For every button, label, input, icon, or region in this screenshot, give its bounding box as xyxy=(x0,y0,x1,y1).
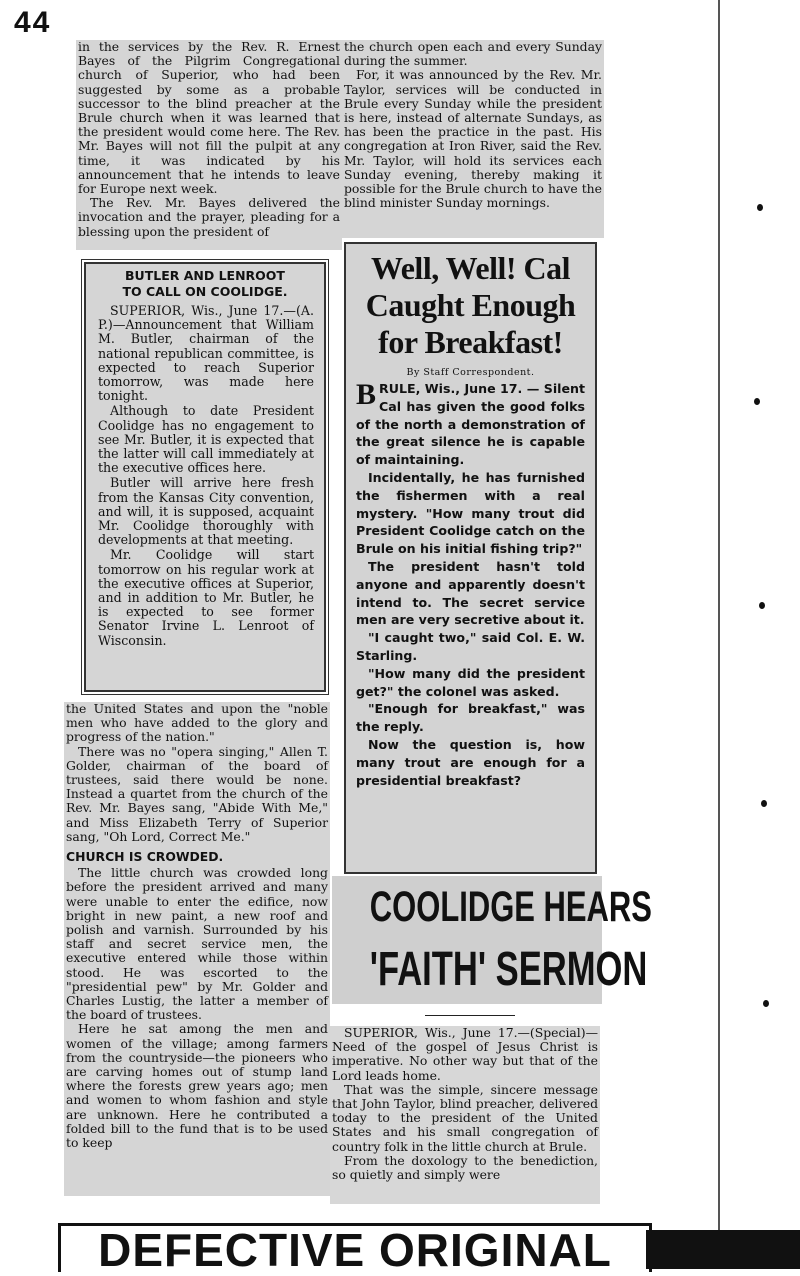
headline-rule xyxy=(425,1015,515,1016)
black-bar xyxy=(646,1230,800,1269)
cal-paragraph: The president hasn't told anyone and apparently doesn't intend to. The secret service men are very secretive about it. xyxy=(356,558,585,628)
faith-sermon-clipping xyxy=(330,1026,600,1204)
margin-dot xyxy=(759,602,765,609)
article-paragraph: That was the simple, sincere message that John Taylor, blind preacher, delivered today to the president of the United States and his small congregation of country folk in the little church at Brule. xyxy=(332,1081,598,1154)
cal-paragraph: "I caught two," said Col. E. W. Starling. xyxy=(356,630,585,663)
cal-headline: for Breakfast! xyxy=(378,324,563,360)
article-paragraph: The little church was crowded long before the president arrived and many were unable to enter the edifice, now bright in new paint, a new roof and polish and varnish. Surrounded by his staff and secret service men, the executive entered while those within stood. He was escorted to the "presidential pew" by Mr. Golder and Charles Lustig, the latter a member of the board of trustees. xyxy=(66,865,328,1023)
box-paragraph: Although to date President Coolidge has no engagement to see Mr. Butler, it is expected that the latter will call immediately at the executive offices here. xyxy=(98,403,314,476)
margin-dot xyxy=(763,1000,769,1007)
page-edge-rule xyxy=(718,0,720,1269)
margin-dot xyxy=(754,398,760,405)
article-paragraph: From the doxology to the benediction, so quietly and simply were xyxy=(332,1152,598,1183)
cal-paragraph: "How many did the president get?" the colonel was asked. xyxy=(356,665,585,699)
article-paragraph: Here he sat among the men and women of the village; among farmers from the countryside—the pioneers who are carving homes out of stump land where the forests grew years ago; men and women to whom fashion and style are unknown. Here he contributed a folded bill to the fund that is to be used to keep xyxy=(66,1021,328,1151)
cal-paragraph: RULE, Wis., June 17. — Silent Cal has given the good folks of the north a demonstration of the great silence he is capable of maintaining. xyxy=(356,381,585,468)
butler-lenroot-box xyxy=(84,262,326,692)
article-paragraph: the church open each and every Sunday during the summer. xyxy=(344,39,602,69)
subheadline: CHURCH IS CROWDED. xyxy=(66,849,224,865)
drop-cap: B xyxy=(356,378,377,411)
box-headline: TO CALL ON COOLIDGE. xyxy=(122,284,288,299)
article-paragraph: in the services by the Rev. R. Ernest Bayes of the Pilgrim Congregational church of Superior, who had been suggested by some as a probable successor to the blind preacher at the Brule church when it was learned that the president would come here. The Rev. Mr. Bayes will not fill the pulpit at any time, it was indicated by his announcement that he intends to leave for Europe next week. xyxy=(78,39,340,197)
article-paragraph: For, it was announced by the Rev. Mr. Taylor, services will be conducted in Brule every Sunday while the president is here, instead of alternate Sundays, as has been the practice in the past. His congregation at Iron River, said the Rev. Mr. Taylor, will hold its services each Sunday evening, thereby making it possible for the Brule church to have the blind minister Sunday mornings. xyxy=(344,67,602,211)
col1-lower-clipping xyxy=(64,702,330,1196)
defective-original-label: DEFECTIVE ORIGINAL xyxy=(58,1223,652,1272)
box-paragraph: Butler will arrive here fresh from the Kansas City convention, and will, it is supposed, acquaint Mr. Coolidge thoroughly with developments at that meeting. xyxy=(98,475,314,548)
page-number: 44 xyxy=(14,6,52,39)
cal-paragraph: "Enough for breakfast," was the reply. xyxy=(356,701,585,735)
coolidge-faith-headline xyxy=(332,876,652,1004)
article-paragraph: There was no "opera singing," Allen T. Golder, chairman of the board of trustees, said there would be none. Instead a quartet from the church of the Rev. Mr. Bayes sang, "Abide With Me," and Miss Elizabeth Terry of Superior sang, "Oh Lord, Correct Me." xyxy=(66,743,328,844)
cal-paragraph: Now the question is, how many trout are enough for a presidential breakfast? xyxy=(356,736,585,788)
cal-headline: Well, Well! Cal xyxy=(370,250,570,286)
col2-top-clipping xyxy=(342,40,604,238)
cal-breakfast-box xyxy=(344,242,597,874)
article-paragraph: The Rev. Mr. Bayes delivered the invocation and the prayer, pleading for a blessing upon the president of xyxy=(78,195,340,239)
cal-paragraph: Incidentally, he has furnished the fishermen with a real mystery. "How many trout did President Coolidge catch on the Brule on his initial fishing trip?" xyxy=(356,469,585,557)
box-paragraph: Mr. Coolidge will start tomorrow on his regular work at the executive offices at Superior, and in addition to Mr. Butler, he is expected to see former Senator Irvine L. Lenroot of Wisconsin. xyxy=(98,547,314,648)
headline-line: 'FAITH' SERMON xyxy=(369,943,648,996)
box-headline: BUTLER AND LENROOT xyxy=(125,268,285,283)
box-paragraph: SUPERIOR, Wis., June 17.—(A. P.)—Announcement that William M. Butler, chairman of the national republican committee, is expected to reach Superior tomorrow, was made here tonight. xyxy=(98,303,314,404)
article-paragraph: SUPERIOR, Wis., June 17.—(Special)—Need of the gospel of Jesus Christ is imperative. No other way but that of the Lord leads home. xyxy=(332,1025,598,1083)
article-paragraph: the United States and upon the "noble men who have added to the glory and progress of the nation." xyxy=(66,701,328,745)
margin-dot xyxy=(757,204,763,211)
col1-top-clipping xyxy=(76,40,342,250)
margin-dot xyxy=(761,800,767,807)
cal-headline: Caught Enough xyxy=(365,287,576,323)
byline: By Staff Correspondent. xyxy=(406,367,535,378)
headline-line: COOLIDGE HEARS xyxy=(369,883,652,931)
